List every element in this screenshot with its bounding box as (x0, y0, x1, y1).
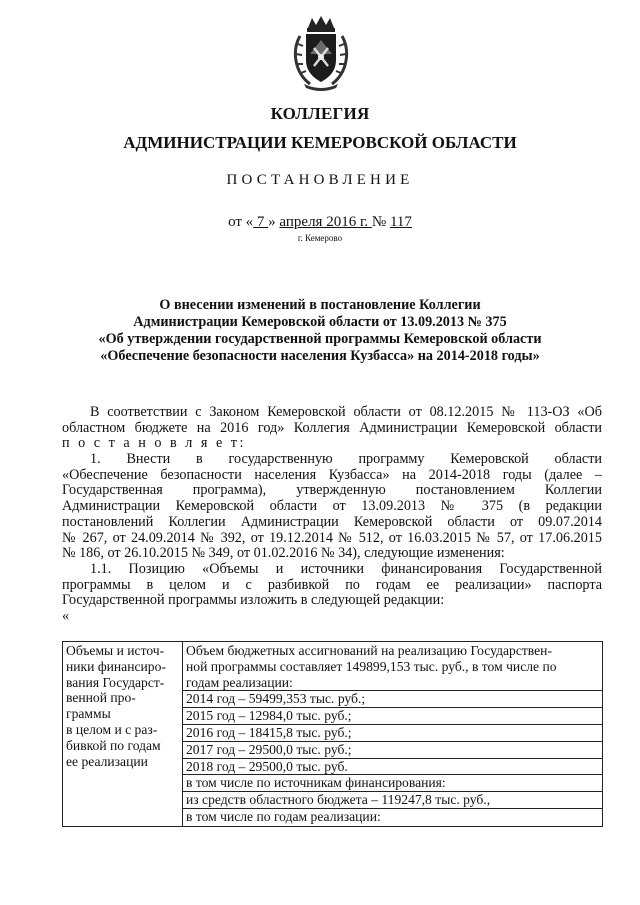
cell-line: вания Государст- (66, 674, 165, 690)
body-line: постановлений Коллегии Администрации Кемеровской области от 09.07.2014 (62, 513, 602, 530)
cell-line: бивкой по годам (66, 737, 161, 753)
opening-quote: « (62, 607, 70, 624)
body-line: 1.1. Позицию «Объемы и источники финансирования Государственной (90, 560, 602, 577)
cell-line: Объемы и источ- (66, 643, 165, 658)
body-line: «Обеспечение безопасности населения Кузбасса» на 2014-2018 годы (далее – (62, 466, 602, 483)
title-line: О внесении изменений в постановление Коллегии (159, 297, 481, 313)
org-name-line1: КОЛЛЕГИЯ (270, 104, 370, 123)
body-line: 1. Внести в государственную программу Кемеровской области (90, 451, 602, 468)
cell-line: ники финансиро- (66, 658, 166, 674)
title-line: «Обеспечение безопасности населения Кузбасса» на 2014-2018 годы» (100, 348, 540, 364)
cell-line: ной программы составляет 149899,153 тыс. руб., в том числе по (186, 658, 557, 674)
title-line: «Об утверждении государственной программы Кемеровской области (98, 331, 542, 347)
org-name-line2: АДМИНИСТРАЦИИ КЕМЕРОВСКОЙ ОБЛАСТИ (123, 133, 517, 152)
date-number-line (0, 214, 640, 231)
kemerovo-coat-of-arms-icon (290, 14, 352, 92)
date-month-year: апреля 2016 г. (279, 214, 372, 230)
cell-line: граммы (66, 706, 111, 722)
document-type: ПОСТАНОВЛЕНИЕ (226, 172, 414, 188)
body-line: Администрации Кемеровской области от 13.09.2013 № 375 (в редакции (62, 498, 602, 515)
cell-line: 2018 год – 29500,0 тыс. руб. (183, 759, 602, 776)
cell-line: венной про- (66, 690, 136, 706)
date-prefix: от « (228, 214, 254, 230)
cell-line: 2017 год – 29500,0 тыс. руб.; (183, 742, 602, 759)
cell-line: 2014 год – 59499,353 тыс. руб.; (183, 691, 602, 708)
body-line: Государственной программы изложить в следующей редакции: (62, 592, 445, 609)
body-line: программы в целом и с разбивкой по годам ее реализации» паспорта (62, 576, 602, 593)
table-row (63, 642, 603, 827)
cell-line: 2015 год – 12984,0 тыс. руб.; (183, 708, 602, 725)
passport-value-cell (183, 642, 603, 827)
body-line-resolves: п о с т а н о в л я е т: (62, 435, 246, 452)
date-mid: » (268, 214, 280, 230)
passport-table (62, 641, 603, 827)
document-number: 117 (389, 214, 412, 230)
body-line: областном бюджете на 2016 год» Коллегия Администрации Кемеровской области (62, 419, 602, 436)
body-line: № 267, от 24.09.2014 № 392, от 19.12.2014 № 512, от 16.03.2015 № 57, от 17.06.2015 (62, 529, 602, 546)
cell-line: в том числе по годам реализации: (186, 808, 381, 824)
cell-line: ее реализации (66, 753, 148, 769)
cell-line: 2016 год – 18415,8 тыс. руб.; (183, 725, 602, 742)
cell-line: из средств областного бюджета – 119247,8 тыс. руб., (183, 792, 602, 809)
city: г. Кемерово (297, 233, 343, 243)
cell-line: годам реализации: (183, 675, 602, 692)
date-day: 7 (253, 214, 269, 230)
document-body (62, 405, 602, 625)
number-sign: № (371, 214, 390, 230)
cell-line: в том числе по источникам финансирования: (183, 775, 602, 792)
body-line: № 186, от 26.10.2015 № 349, от 01.02.2016 № 34), следующие изменения: (62, 545, 505, 562)
passport-position-cell (63, 642, 183, 827)
cell-line: в целом и с раз- (66, 721, 158, 737)
title-line: Администрации Кемеровской области от 13.09.2013 № 375 (133, 314, 507, 330)
cell-line: Объем бюджетных ассигнований на реализацию Государствен- (186, 643, 552, 658)
body-line: В соответствии с Законом Кемеровской области от 08.12.2015 № 113-ОЗ «Об (90, 404, 602, 420)
document-title (60, 297, 580, 365)
body-line: Государственная программа), утвержденную постановлением Коллегии (62, 482, 602, 499)
